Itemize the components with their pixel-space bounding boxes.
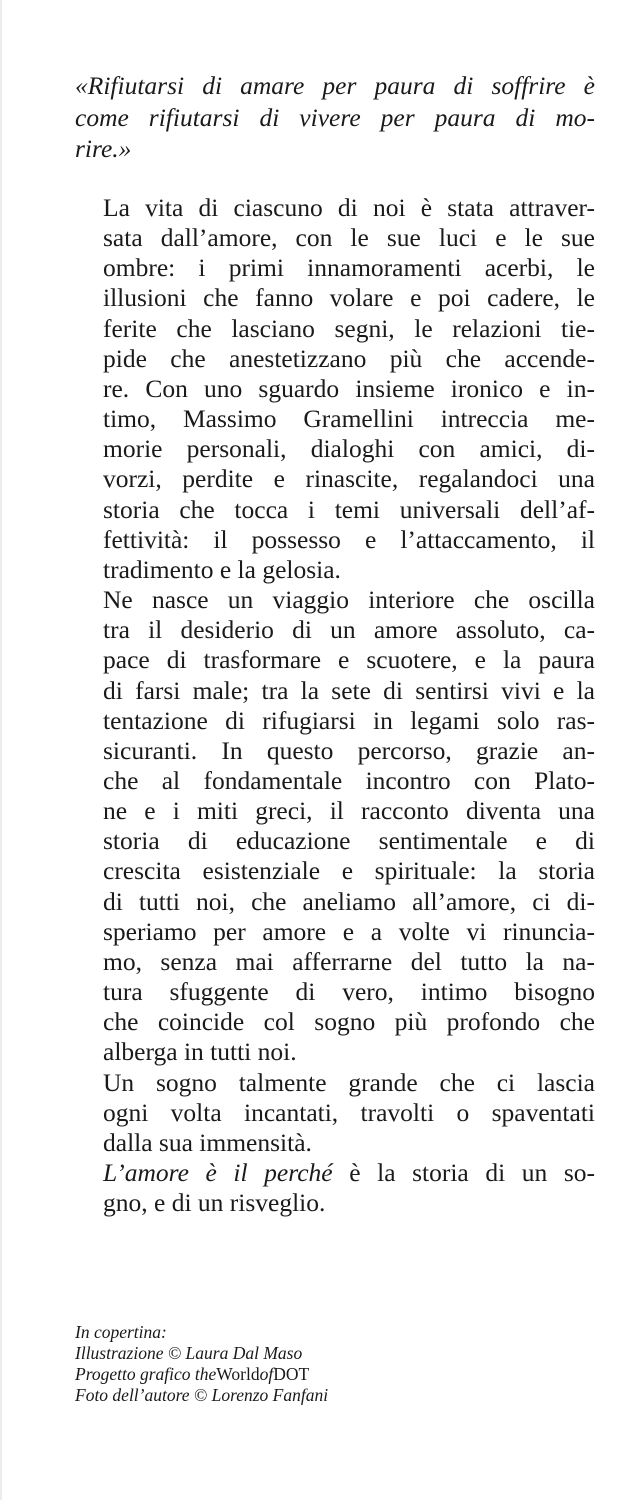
text-line: gno, e di un risveglio. — [103, 1188, 326, 1218]
paragraph-2 — [103, 585, 595, 1068]
text-line: Ne nasce un viaggio interiore che oscilla — [103, 585, 595, 615]
paragraph-4 — [103, 1158, 595, 1218]
text-line: illusioni che fanno volare e poi cadere, le — [103, 283, 595, 313]
paragraph-1 — [103, 193, 595, 585]
text-line: dalla sua immensità. — [103, 1127, 312, 1157]
book-title: L’amore è il perché — [103, 1158, 333, 1187]
text-line: sata dall’amore, con le sue luci e le sue — [103, 223, 595, 253]
text-line: timo, Massimo Gramellini intreccia me- — [103, 404, 595, 434]
text-line: tura sfuggente di vero, intimo bisogno — [103, 977, 595, 1007]
text-line: sicuranti. In questo percorso, grazie an- — [103, 735, 595, 765]
cover-credits — [75, 1322, 328, 1406]
text-line: ogni volta incantati, travolti o spaventati — [103, 1097, 595, 1127]
paragraph-3 — [103, 1068, 595, 1158]
text-line: di tutti noi, che aneliamo all’amore, ci di- — [103, 886, 595, 916]
epigraph-quote — [75, 70, 595, 165]
text-line: alberga in tutti noi. — [103, 1037, 297, 1067]
credit-illustration: Illustrazione © Laura Dal Maso — [75, 1343, 303, 1363]
text-line: tentazione di rifugiarsi in legami solo ras- — [103, 705, 595, 735]
text-line: mo, senza mai afferrarne del tutto la na- — [103, 946, 595, 976]
text-line: re. Con uno sguardo insieme ironico e in- — [103, 373, 595, 403]
text-line: crescita esistenziale e spirituale: la storia — [103, 856, 595, 886]
credit-design — [75, 1364, 328, 1385]
text-line: storia di educazione sentimentale e di — [103, 826, 595, 856]
text-line: pide che anestetizzano più che accende- — [103, 343, 595, 373]
text-fragment: World — [216, 1364, 260, 1384]
text-line — [103, 1158, 595, 1188]
text-line: tra il desiderio di un amore assoluto, ca- — [103, 615, 595, 645]
text-line: che al fondamentale incontro con Plato- — [103, 765, 595, 795]
quote-line: come rifiutarsi di vivere per paura di mo- — [75, 102, 595, 132]
text-fragment: è la storia di un so- — [332, 1158, 596, 1187]
text-line: che coincide col sogno più profondo che — [103, 1007, 595, 1037]
text-line: La vita di ciascuno di noi è stata attraver- — [103, 193, 595, 222]
text-fragment: Progetto grafico — [75, 1364, 195, 1384]
credit-photo: Foto dell’autore © Lorenzo Fanfani — [75, 1385, 329, 1405]
text-line: storia che tocca i temi universali dell’af- — [103, 494, 595, 524]
text-line: ne e i miti greci, il racconto diventa una — [103, 796, 595, 826]
page-edge — [0, 0, 2, 1500]
text-line: morie personali, dialoghi con amici, di- — [103, 434, 595, 464]
credits-heading: In copertina: — [75, 1322, 167, 1342]
text-line: ferite che lasciano segni, le relazioni tie- — [103, 313, 595, 343]
text-fragment: DOT — [273, 1364, 310, 1384]
text-line: ombre: i primi innamoramenti acerbi, le — [103, 253, 595, 283]
text-line: di farsi male; tra la sete di sentirsi vivi e la — [103, 675, 595, 705]
text-line: fettività: il possesso e l’attaccamento, il — [103, 524, 595, 554]
text-fragment: of — [259, 1364, 274, 1384]
text-line: vorzi, perdite e rinascite, regalandoci una — [103, 464, 595, 494]
quote-line: rire.» — [75, 134, 132, 163]
quote-line: «Rifiutarsi di amare per paura di soffrire è — [75, 71, 595, 100]
text-line: Un sogno talmente grande che ci lascia — [103, 1067, 595, 1097]
text-line: pace di trasformare e scuotere, e la paura — [103, 645, 595, 675]
text-line: speriamo per amore e a volte vi rinuncia- — [103, 916, 595, 946]
text-line: tradimento e la gelosia. — [103, 554, 341, 584]
blurb-text — [103, 193, 595, 1218]
text-fragment: the — [194, 1364, 217, 1384]
